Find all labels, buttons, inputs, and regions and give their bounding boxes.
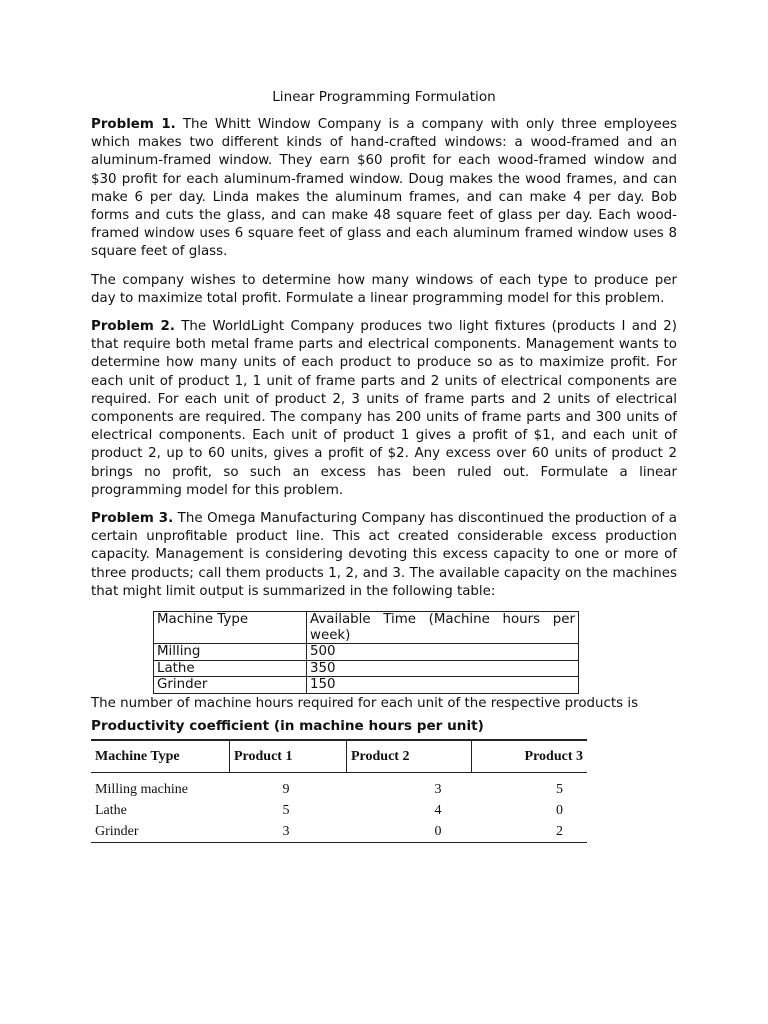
capacity-header-machine-type: Machine Type (154, 612, 307, 644)
coefficient-table-header-row (91, 740, 587, 773)
coefficient-table-row (91, 772, 587, 800)
problem-3-paragraph (91, 510, 677, 601)
coef-cell-product-1: 5 (282, 802, 290, 818)
problem-2-text: The WorldLight Company produces two light fixtures (products I and 2) that require both metal frame parts and electrical components. Management wants to determine how many units of each product to produce so as to maximize profit. For each unit of product 1, 1 unit of frame parts and 2 units of electrical components are required. For each unit of product 2, 3 units of frame parts and 2 units of electrical components are required. The company has 200 units of frame parts and 300 units of electrical components. Each unit of product 1 gives a profit of $1, and each unit of product 2, up to 60 units, gives a profit of $2. Any excess over 60 units of product 2 brings no profit, so such an excess has been ruled out. Formulate a linear programming model for this problem. (91, 319, 677, 498)
coef-cell-machine: Lathe (95, 802, 127, 818)
coef-cell-product-1: 3 (230, 821, 347, 843)
coef-cell-product-2: 0 (347, 821, 472, 843)
coef-header-product-3: Product 3 (472, 740, 588, 773)
machine-hours-intro: The number of machine hours required for each unit of the respective products is (91, 695, 639, 711)
coef-cell-product-2: 4 (434, 802, 442, 818)
problem-2-label: Problem 2. (91, 319, 175, 335)
problem-3-label: Problem 3. (91, 511, 174, 527)
coef-header-product-1: Product 1 (230, 740, 347, 773)
coef-header-machine-type: Machine Type (91, 740, 230, 773)
coef-cell-product-3: 0 (556, 802, 563, 818)
capacity-table (153, 611, 579, 694)
coefficient-table (91, 739, 587, 843)
coef-cell-machine: Grinder (91, 821, 230, 843)
problem-2-paragraph (91, 318, 677, 500)
capacity-cell-hours: 500 (307, 644, 579, 661)
capacity-cell-machine: Lathe (154, 660, 307, 677)
coef-cell-product-2: 3 (434, 781, 442, 797)
problem-3-text: The Omega Manufacturing Company has discontinued the production of a certain unprofitable product line. This act created considerable excess production capacity. Management is considering devoting this excess capacity to one or more of three products; call them products 1, 2, and 3. The available capacity on the machines that might limit output is summarized in the following table: (91, 511, 677, 599)
coef-cell-product-3: 5 (556, 781, 563, 797)
coef-cell-product-3: 2 (472, 821, 588, 843)
coef-cell-product-1: 9 (282, 781, 290, 797)
problem-1-label: Problem 1. (91, 117, 176, 132)
capacity-table-row (154, 677, 579, 694)
capacity-table-header-row (154, 612, 579, 644)
capacity-cell-hours: 150 (307, 677, 579, 694)
capacity-table-row (154, 660, 579, 677)
problem-1-followup: The company wishes to determine how many windows of each type to produce per day to maximize total profit. Formulate a linear programming model for this problem. (91, 272, 677, 306)
capacity-cell-hours: 350 (307, 660, 579, 677)
document-title: Linear Programming Formulation (272, 89, 496, 105)
capacity-cell-machine: Milling (154, 644, 307, 661)
coefficient-table-row (91, 800, 587, 821)
problem-1-paragraph (91, 116, 677, 262)
capacity-cell-machine: Grinder (154, 677, 307, 694)
coef-header-product-2: Product 2 (347, 740, 472, 773)
coefficient-table-title: Productivity coefficient (in machine hours per unit) (91, 717, 484, 734)
capacity-table-row (154, 644, 579, 661)
coefficient-table-row (91, 821, 587, 843)
coef-cell-machine: Milling machine (95, 781, 188, 797)
capacity-header-available-time: Available Time (Machine hours per week) (307, 612, 579, 644)
problem-1-text: The Whitt Window Company is a company with only three employees which makes two different kinds of hand-crafted windows: a wood-framed and an aluminum-framed window. They earn $60 profit for each wood-framed window and $30 profit for each aluminum-framed window. Doug makes the wood frames, and can make 6 per day. Linda makes the aluminum frames, and can make 4 per day. Bob forms and cuts the glass, and can make 48 square feet of glass per day. Each wood-framed window uses 6 square feet of glass and each aluminum framed window uses 8 square feet of glass. (91, 117, 677, 260)
document-page (91, 88, 677, 843)
